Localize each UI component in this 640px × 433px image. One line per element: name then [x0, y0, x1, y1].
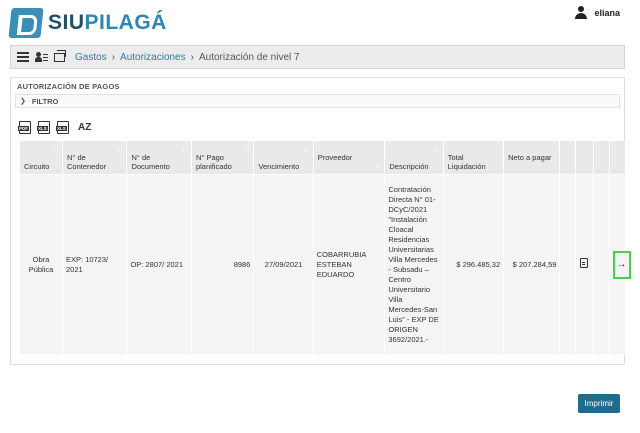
- menu-icon[interactable]: [17, 52, 29, 62]
- breadcrumb-separator: ›: [190, 51, 194, 63]
- filter-label: FILTRO: [31, 96, 59, 106]
- column-header-total-liquidacion[interactable]: Total Liquidación: [443, 141, 503, 175]
- sort-icon: ↓↑: [243, 145, 250, 154]
- logo-mark-icon: [8, 8, 43, 38]
- column-header-vencimiento[interactable]: ↓↑ Vencimiento: [254, 141, 313, 175]
- breadcrumb-gastos[interactable]: Gastos: [75, 51, 107, 63]
- cell-neto-pagar: $ 207.284,59: [504, 175, 560, 355]
- document-icon[interactable]: [580, 258, 588, 268]
- xlsx-export-icon[interactable]: XLS: [57, 121, 69, 134]
- column-header-empty: [609, 141, 625, 175]
- windows-icon[interactable]: [54, 53, 65, 62]
- sort-icon: ↓↑: [180, 145, 187, 154]
- sort-icon: ↓↑: [374, 161, 381, 170]
- column-header-descripcion[interactable]: ↓↑ Descripción: [385, 141, 443, 175]
- sort-icon: ↓↑: [549, 155, 556, 164]
- xls-export-icon[interactable]: XLS: [38, 121, 50, 134]
- cell-documento: OP: 2807/ 2021: [127, 175, 191, 355]
- cell-empty: [560, 175, 575, 355]
- cell-go-action: [609, 175, 625, 355]
- breadcrumb-separator: ›: [111, 51, 116, 63]
- user-list-icon[interactable]: [35, 52, 48, 62]
- app-logo[interactable]: [10, 8, 167, 38]
- cell-proveedor: COBARRUBIA ESTEBAN EDUARDO: [313, 175, 385, 355]
- column-header-empty: [594, 141, 609, 175]
- app-header: [0, 0, 640, 44]
- user-icon: [574, 6, 588, 20]
- filter-toggle[interactable]: [15, 94, 620, 108]
- navigation-bar: [10, 45, 625, 69]
- breadcrumb-autorizaciones[interactable]: Autorizaciones: [120, 51, 186, 63]
- cell-vencimiento: 27/09/2021: [254, 175, 313, 355]
- column-header-circuito[interactable]: ↓↑ Circuito: [20, 141, 63, 175]
- print-button[interactable]: Imprimir: [578, 394, 620, 413]
- column-header-neto-pagar[interactable]: ↓↑ Neto a pagar: [504, 141, 560, 175]
- column-header-documento[interactable]: ↓↑ N° de Documento: [127, 141, 191, 175]
- panel-title: AUTORIZACIÓN DE PAGOS: [17, 82, 120, 91]
- sort-icon: ↓↑: [51, 145, 58, 154]
- go-arrow-button[interactable]: →: [613, 251, 631, 279]
- payments-panel: [10, 77, 625, 365]
- table-header-row: [20, 141, 626, 175]
- cell-circuito: Obra Pública: [20, 175, 63, 355]
- breadcrumb-current: Autorización de nivel 7: [198, 51, 300, 63]
- cell-pago-planificado: 8986: [191, 175, 253, 355]
- user-name: eliana: [594, 8, 620, 18]
- sort-icon: ↓↑: [432, 145, 439, 154]
- payments-table: [19, 140, 626, 355]
- table-row: [20, 175, 626, 355]
- column-header-pago-planificado[interactable]: ↓↑ N° Pago planificado: [191, 141, 253, 175]
- sort-az-icon[interactable]: AZ: [78, 122, 92, 133]
- sort-icon: ↓↑: [302, 145, 309, 154]
- column-header-empty: [575, 141, 593, 175]
- cell-total-liquidacion: $ 296.485,32: [443, 175, 503, 355]
- chevron-down-icon: ❯: [20, 98, 26, 105]
- cell-contenedor: EXP: 10723/ 2021: [62, 175, 126, 355]
- logo-text: SIUPILAGÁ: [48, 11, 167, 34]
- cell-empty: [594, 175, 609, 355]
- cell-document-action: [575, 175, 593, 355]
- column-header-empty: [560, 141, 575, 175]
- user-menu[interactable]: [574, 6, 620, 20]
- pdf-export-icon[interactable]: PDF: [19, 121, 31, 134]
- export-toolbar: [19, 121, 91, 134]
- column-header-proveedor[interactable]: ↓↑ Proveedor: [313, 141, 385, 175]
- column-header-contenedor[interactable]: ↓↑ N° de Contenedor: [62, 141, 126, 175]
- cell-descripcion: Contratación Directa N° 01-DCyC/2021 "Instalación Cloacal Residencias Universitarias Villa Mercedes - Subsadu – Centro Universitario Villa Mercedes-San Luis" - EXP DE ORIGEN 3692/2021.-: [385, 175, 443, 355]
- sort-icon: ↓↑: [116, 145, 123, 154]
